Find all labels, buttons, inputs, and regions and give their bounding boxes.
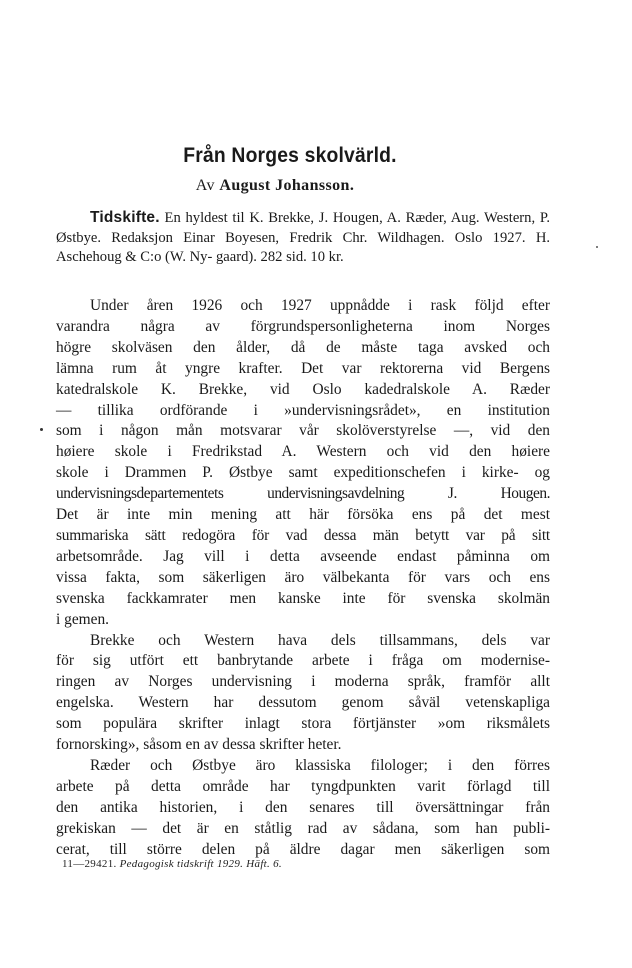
paragraph	[56, 756, 550, 861]
review-line: Chr. Wildhagen. Oslo 1927. H. Aschehoug & C:o (W. Ny-	[56, 229, 551, 266]
review-citation	[56, 208, 550, 268]
text-line: den antika historien, i den senares till översättningar från	[56, 798, 550, 816]
journal-issue: Häft. 6.	[246, 858, 282, 870]
paragraph	[56, 631, 550, 756]
text-line: cerat, till större delen på äldre dagar men säkerligen som	[56, 840, 550, 858]
article-byline	[0, 177, 550, 195]
text-line: Ræder och Østbye äro klassiska filologer; i den förres	[90, 756, 550, 774]
text-line: Brekke och Western hava dels tillsammans, dels var	[90, 631, 550, 649]
text-line: Det är inte min mening att här försöka ens på det mest	[56, 506, 550, 524]
author-name: August Johansson.	[219, 177, 355, 194]
article-body	[56, 296, 550, 860]
review-line: Aug. Western, P. Østbye. Redaksjon Einar Boyesen, Fredrik	[56, 210, 551, 246]
text-line: summariska sätt redogöra för vad dessa män betytt var på sitt	[56, 526, 550, 544]
text-line: varandra några av förgrundspersonligheterna inom Norges	[56, 317, 550, 335]
review-line: gaard). 282 sid. 10 kr.	[215, 249, 344, 266]
text-line: som i någon mån motsvarar vår skolöverstyrelse —, vid den	[56, 422, 550, 440]
text-line: fornorsking», såsom en av dessa skrifter heter.	[56, 736, 342, 754]
text-line: arbete på detta område har tyngdpunkten varit förlagd till	[56, 777, 550, 795]
text-line: lämna rum åt yngre krafter. Det var rektorerna vid Bergens	[56, 359, 550, 377]
text-line: arbetsområde. Jag vill i detta avseende endast påminna om	[56, 547, 550, 565]
paragraph	[56, 296, 550, 631]
article-title: Från Norges skolvärld.	[183, 144, 397, 167]
text-line: svenska fackkamrater men kanske inte för svenska skolmän	[56, 589, 550, 607]
text-line: ringen av Norges undervisning i moderna språk, framför allt	[56, 673, 550, 691]
journal-name: Pedagogisk tidskrift 1929.	[119, 858, 244, 870]
text-line: undervisningsdepartementets undervisningsavdelning J. Hougen.	[56, 485, 550, 503]
text-line: engelska. Western har dessutom genom såväl vetenskapliga	[56, 694, 550, 712]
text-line: — tillika ordförande i »undervisningsrådet», en institution	[56, 401, 550, 419]
text-line: katedralskole K. Brekke, vid Oslo kadedralskole A. Ræder	[56, 380, 550, 398]
sheet-number: 11—29421.	[62, 858, 117, 870]
text-line: högre skolväsen den ålder, då de måste taga avsked och	[56, 338, 550, 356]
text-line: Under åren 1926 och 1927 uppnådde i rask följd efter	[90, 297, 550, 314]
text-line: som populära skrifter inlagt stora förtjänster »om riksmålets	[56, 715, 550, 733]
text-line: skole i Drammen P. Østbye samt expeditionschefen i kirke- og	[56, 464, 550, 482]
text-line: i gemen.	[56, 610, 109, 628]
print-speck	[596, 246, 598, 248]
review-tag: Tidskifte.	[90, 209, 160, 226]
review-line: En hyldest til K. Brekke, J. Hougen, A. Ræder,	[164, 210, 447, 226]
text-line: för sig utfört ett banbrytande arbete i fråga om modernise-	[56, 652, 550, 670]
text-line: vissa fakta, som säkerligen äro välbekanta för vars och ens	[56, 568, 550, 586]
page-footer	[62, 858, 282, 870]
text-line: høiere skole i Fredrikstad A. Western och vid den høiere	[56, 443, 550, 461]
byline-prefix: Av	[195, 177, 215, 194]
print-speck	[40, 428, 43, 431]
text-line: grekiskan — det är en ståtlig rad av sådana, som han publi-	[56, 819, 550, 837]
